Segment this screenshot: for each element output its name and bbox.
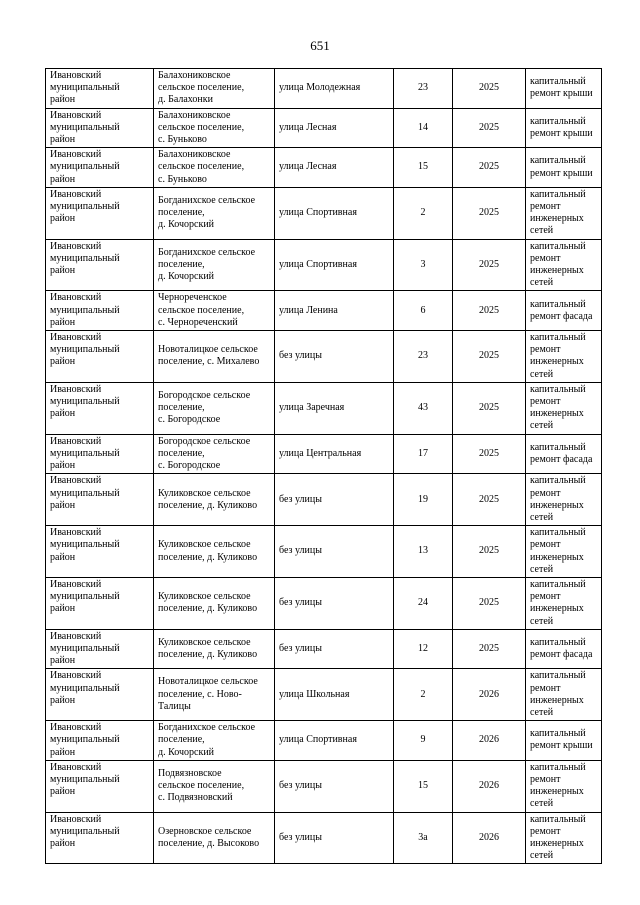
work-type-cell: [526, 669, 602, 721]
district-cell: [46, 526, 154, 578]
work-type-cell: [526, 331, 602, 383]
district-cell-line: муниципальный: [50, 161, 120, 173]
work-type-cell-line: инженерных: [530, 265, 584, 277]
settlement-cell-line: Чернореченское: [158, 292, 227, 304]
street-cell: улица Спортивная: [275, 187, 394, 239]
street-cell: улица Ленина: [275, 291, 394, 331]
table-row: [46, 760, 602, 812]
district-cell: [46, 721, 154, 761]
work-type-cell-line: капитальный: [530, 240, 586, 252]
settlement-cell-line: поселение,: [158, 258, 205, 270]
district-cell-line: район: [50, 408, 76, 420]
work-type-cell-line: ремонт крыши: [530, 740, 593, 752]
street-cell: улица Центральная: [275, 434, 394, 474]
district-cell-line: муниципальный: [50, 591, 120, 603]
district-cell-line: муниципальный: [50, 396, 120, 408]
work-type-cell-line: ремонт фасада: [530, 649, 593, 661]
district-cell-line: муниципальный: [50, 447, 120, 459]
work-type-cell: [526, 760, 602, 812]
work-type-cell-line: ремонт: [530, 539, 561, 551]
settlement-cell-line: Куликовское сельское: [158, 539, 251, 551]
district-cell-line: Ивановский: [50, 70, 102, 81]
settlement-cell: [154, 148, 275, 188]
settlement-cell: [154, 434, 275, 474]
street-cell: улица Молодежная: [275, 69, 394, 109]
district-cell-line: муниципальный: [50, 642, 120, 654]
year-cell: 2025: [453, 526, 526, 578]
table-row: [46, 148, 602, 188]
district-cell-line: муниципальный: [50, 121, 120, 133]
work-type-cell-line: капитальный: [530, 636, 586, 648]
year-cell: 2025: [453, 434, 526, 474]
street-cell: без улицы: [275, 760, 394, 812]
work-type-cell-line: ремонт: [530, 487, 561, 499]
district-cell-line: район: [50, 265, 76, 277]
year-cell: 2025: [453, 474, 526, 526]
settlement-cell: [154, 187, 275, 239]
work-type-cell-line: ремонт: [530, 344, 561, 356]
year-cell: 2025: [453, 331, 526, 383]
settlement-cell: [154, 812, 275, 864]
district-cell: [46, 69, 154, 109]
table-row: [46, 69, 602, 109]
house-number-cell: 12: [394, 629, 453, 669]
district-cell-line: район: [50, 134, 76, 146]
table-row: [46, 187, 602, 239]
district-cell-line: муниципальный: [50, 487, 120, 499]
work-type-cell-line: сетей: [530, 277, 554, 289]
year-cell: 2025: [453, 187, 526, 239]
house-number-cell: 23: [394, 331, 453, 383]
work-type-cell: [526, 382, 602, 434]
district-cell-line: район: [50, 551, 76, 563]
district-cell-line: район: [50, 356, 76, 368]
work-type-cell-line: инженерных: [530, 499, 584, 511]
street-cell: без улицы: [275, 331, 394, 383]
settlement-cell: [154, 577, 275, 629]
table-body: [46, 69, 602, 864]
settlement-cell-line: Новоталицкое сельское: [158, 676, 258, 688]
table-row: [46, 108, 602, 148]
settlement-cell-line: с. Чернореченский: [158, 316, 238, 328]
year-cell: 2025: [453, 108, 526, 148]
district-cell-line: Ивановский: [50, 240, 102, 252]
district-cell-line: муниципальный: [50, 682, 120, 694]
year-cell: 2026: [453, 760, 526, 812]
district-cell: [46, 382, 154, 434]
district-cell-line: муниципальный: [50, 773, 120, 785]
work-type-cell-line: инженерных: [530, 603, 584, 615]
work-type-cell: [526, 291, 602, 331]
district-cell-line: Ивановский: [50, 578, 102, 590]
street-cell: улица Лесная: [275, 108, 394, 148]
work-type-cell-line: инженерных: [530, 551, 584, 563]
house-number-cell: 19: [394, 474, 453, 526]
work-type-cell-line: сетей: [530, 368, 554, 380]
district-cell-line: район: [50, 460, 76, 472]
year-cell: 2025: [453, 577, 526, 629]
table-row: [46, 577, 602, 629]
work-type-cell-line: капитальный: [530, 578, 586, 590]
settlement-cell-line: Богданихское сельское: [158, 722, 256, 734]
district-cell: [46, 148, 154, 188]
table-row: [46, 812, 602, 864]
settlement-cell-line: Подвязновское: [158, 767, 222, 779]
settlement-cell-line: поселение,: [158, 447, 205, 459]
work-type-cell-line: ремонт: [530, 773, 561, 785]
work-type-cell-line: капитальный: [530, 728, 586, 740]
work-type-cell: [526, 187, 602, 239]
work-type-cell-line: капитальный: [530, 332, 586, 344]
year-cell: 2025: [453, 69, 526, 109]
work-type-cell-line: ремонт крыши: [530, 88, 593, 100]
settlement-cell: [154, 382, 275, 434]
settlement-cell: [154, 291, 275, 331]
house-number-cell: 2: [394, 187, 453, 239]
settlement-cell-line: с. Богородское: [158, 460, 221, 472]
district-cell-line: район: [50, 786, 76, 798]
settlement-cell-line: д. Балахонки: [158, 94, 213, 106]
work-type-cell: [526, 108, 602, 148]
district-cell-line: район: [50, 694, 76, 706]
district-cell-line: муниципальный: [50, 304, 120, 316]
year-cell: 2025: [453, 291, 526, 331]
district-cell-line: Ивановский: [50, 292, 102, 304]
settlement-cell-line: Балахониковское: [158, 70, 231, 81]
work-type-cell-line: сетей: [530, 511, 554, 523]
settlement-cell-line: с. Буньково: [158, 173, 207, 185]
settlement-cell: [154, 760, 275, 812]
settlement-cell-line: сельское поселение,: [158, 304, 245, 316]
settlement-cell-line: Богородское сельское: [158, 435, 251, 447]
district-cell-line: Ивановский: [50, 332, 102, 344]
district-cell-line: район: [50, 173, 76, 185]
house-number-cell: 23: [394, 69, 453, 109]
house-number-cell: 9: [394, 721, 453, 761]
settlement-cell-line: поселение, д. Куликово: [158, 551, 258, 563]
year-cell: 2026: [453, 721, 526, 761]
housing-repair-table: [45, 68, 602, 864]
work-type-cell-line: инженерных: [530, 786, 584, 798]
district-cell: [46, 760, 154, 812]
year-cell: 2026: [453, 812, 526, 864]
house-number-cell: 24: [394, 577, 453, 629]
work-type-cell-line: ремонт крыши: [530, 127, 593, 139]
work-type-cell-line: сетей: [530, 563, 554, 575]
settlement-cell-line: д. Кочорский: [158, 271, 215, 283]
table-row: [46, 239, 602, 291]
district-cell-line: район: [50, 746, 76, 758]
table-row: [46, 434, 602, 474]
district-cell: [46, 812, 154, 864]
house-number-cell: 17: [394, 434, 453, 474]
work-type-cell-line: инженерных: [530, 408, 584, 420]
work-type-cell-line: ремонт фасада: [530, 453, 593, 465]
work-type-cell-line: сетей: [530, 850, 554, 862]
district-cell-line: Ивановский: [50, 630, 102, 642]
work-type-cell-line: ремонт: [530, 396, 561, 408]
settlement-cell: [154, 526, 275, 578]
district-cell: [46, 291, 154, 331]
work-type-cell: [526, 474, 602, 526]
settlement-cell-line: с. Буньково: [158, 134, 207, 146]
settlement-cell-line: д. Кочорский: [158, 219, 215, 231]
street-cell: улица Спортивная: [275, 239, 394, 291]
settlement-cell-line: Куликовское сельское: [158, 487, 251, 499]
work-type-cell-line: капитальный: [530, 527, 586, 539]
district-cell-line: Ивановский: [50, 475, 102, 487]
settlement-cell-line: Балахониковское: [158, 109, 231, 121]
district-cell-line: Ивановский: [50, 722, 102, 734]
settlement-cell: [154, 474, 275, 526]
settlement-cell-line: поселение, д. Высоково: [158, 837, 260, 849]
page-number: 651: [310, 38, 330, 53]
settlement-cell: [154, 331, 275, 383]
work-type-cell-line: капитальный: [530, 188, 586, 200]
district-cell-line: Ивановский: [50, 383, 102, 395]
year-cell: 2025: [453, 148, 526, 188]
district-cell: [46, 669, 154, 721]
district-cell: [46, 331, 154, 383]
district-cell-line: район: [50, 603, 76, 615]
work-type-cell: [526, 577, 602, 629]
work-type-cell: [526, 148, 602, 188]
settlement-cell-line: Куликовское сельское: [158, 591, 251, 603]
year-cell: 2025: [453, 629, 526, 669]
district-cell-line: Ивановский: [50, 149, 102, 161]
work-type-cell: [526, 239, 602, 291]
street-cell: улица Школьная: [275, 669, 394, 721]
house-number-cell: 13: [394, 526, 453, 578]
settlement-cell-line: поселение,: [158, 734, 205, 746]
settlement-cell-line: Балахониковское: [158, 149, 231, 161]
settlement-cell-line: поселение, д. Куликово: [158, 499, 258, 511]
work-type-cell-line: капитальный: [530, 761, 586, 773]
work-type-cell-line: сетей: [530, 798, 554, 810]
district-cell-line: муниципальный: [50, 344, 120, 356]
settlement-cell-line: поселение, с. Ново-: [158, 688, 242, 700]
settlement-cell-line: сельское поселение,: [158, 161, 245, 173]
house-number-cell: 15: [394, 760, 453, 812]
street-cell: без улицы: [275, 629, 394, 669]
settlement-cell-line: поселение, д. Куликово: [158, 603, 258, 615]
district-cell-line: район: [50, 655, 76, 667]
work-type-cell-line: инженерных: [530, 837, 584, 849]
street-cell: без улицы: [275, 812, 394, 864]
work-type-cell-line: капитальный: [530, 115, 586, 127]
settlement-cell-line: Новоталицкое сельское: [158, 344, 258, 356]
district-cell-line: район: [50, 94, 76, 106]
street-cell: улица Заречная: [275, 382, 394, 434]
settlement-cell-line: Богородское сельское: [158, 389, 251, 401]
house-number-cell: 14: [394, 108, 453, 148]
street-cell: улица Лесная: [275, 148, 394, 188]
work-type-cell-line: ремонт фасада: [530, 310, 593, 322]
district-cell-line: Ивановский: [50, 527, 102, 539]
street-cell: без улицы: [275, 526, 394, 578]
settlement-cell: [154, 108, 275, 148]
work-type-cell-line: капитальный: [530, 670, 586, 682]
work-type-cell-line: капитальный: [530, 383, 586, 395]
house-number-cell: 3а: [394, 812, 453, 864]
settlement-cell-line: Богданихское сельское: [158, 194, 256, 206]
settlement-cell-line: Куликовское сельское: [158, 636, 251, 648]
work-type-cell-line: ремонт: [530, 682, 561, 694]
work-type-cell-line: инженерных: [530, 694, 584, 706]
district-cell-line: район: [50, 499, 76, 511]
house-number-cell: 2: [394, 669, 453, 721]
work-type-cell-line: капитальный: [530, 475, 586, 487]
settlement-cell-line: поселение,: [158, 402, 205, 414]
year-cell: 2026: [453, 669, 526, 721]
work-type-cell: [526, 721, 602, 761]
settlement-cell: [154, 721, 275, 761]
house-number-cell: 43: [394, 382, 453, 434]
work-type-cell-line: капитальный: [530, 298, 586, 310]
work-type-cell-line: сетей: [530, 615, 554, 627]
table-row: [46, 629, 602, 669]
street-cell: улица Спортивная: [275, 721, 394, 761]
district-cell: [46, 239, 154, 291]
district-cell: [46, 187, 154, 239]
district-cell-line: муниципальный: [50, 825, 120, 837]
year-cell: 2025: [453, 382, 526, 434]
district-cell-line: муниципальный: [50, 252, 120, 264]
table-row: [46, 526, 602, 578]
district-cell-line: Ивановский: [50, 109, 102, 121]
work-type-cell-line: капитальный: [530, 76, 586, 88]
settlement-cell: [154, 669, 275, 721]
district-cell-line: муниципальный: [50, 82, 120, 94]
work-type-cell-line: инженерных: [530, 213, 584, 225]
work-type-cell-line: ремонт: [530, 591, 561, 603]
district-cell: [46, 434, 154, 474]
settlement-cell: [154, 629, 275, 669]
district-cell-line: Ивановский: [50, 761, 102, 773]
district-cell-line: Ивановский: [50, 435, 102, 447]
work-type-cell: [526, 812, 602, 864]
district-cell-line: район: [50, 316, 76, 328]
work-type-cell-line: ремонт: [530, 825, 561, 837]
work-type-cell-line: капитальный: [530, 441, 586, 453]
district-cell-line: район: [50, 213, 76, 225]
district-cell-line: Ивановский: [50, 188, 102, 200]
district-cell-line: муниципальный: [50, 201, 120, 213]
work-type-cell-line: сетей: [530, 706, 554, 718]
settlement-cell-line: сельское поселение,: [158, 82, 245, 94]
district-cell: [46, 474, 154, 526]
house-number-cell: 3: [394, 239, 453, 291]
settlement-cell-line: с. Подвязновский: [158, 792, 233, 804]
work-type-cell-line: ремонт крыши: [530, 167, 593, 179]
table-row: [46, 331, 602, 383]
settlement-cell-line: Озерновское сельское: [158, 825, 252, 837]
work-type-cell: [526, 629, 602, 669]
house-number-cell: 15: [394, 148, 453, 188]
settlement-cell-line: с. Богородское: [158, 414, 221, 426]
work-type-cell-line: сетей: [530, 225, 554, 237]
table-row: [46, 474, 602, 526]
district-cell-line: район: [50, 837, 76, 849]
settlement-cell-line: поселение,: [158, 207, 205, 219]
district-cell-line: Ивановский: [50, 813, 102, 825]
table-row: [46, 291, 602, 331]
settlement-cell-line: сельское поселение,: [158, 780, 245, 792]
district-cell-line: муниципальный: [50, 734, 120, 746]
settlement-cell-line: поселение, с. Михалево: [158, 356, 260, 368]
table-row: [46, 669, 602, 721]
settlement-cell-line: д. Кочорский: [158, 746, 215, 758]
street-cell: без улицы: [275, 577, 394, 629]
district-cell: [46, 629, 154, 669]
work-type-cell-line: ремонт: [530, 252, 561, 264]
work-type-cell: [526, 434, 602, 474]
district-cell: [46, 577, 154, 629]
settlement-cell-line: поселение, д. Куликово: [158, 649, 258, 661]
table-row: [46, 382, 602, 434]
settlement-cell: [154, 239, 275, 291]
work-type-cell-line: инженерных: [530, 356, 584, 368]
settlement-cell-line: сельское поселение,: [158, 121, 245, 133]
work-type-cell-line: сетей: [530, 420, 554, 432]
work-type-cell-line: капитальный: [530, 813, 586, 825]
house-number-cell: 6: [394, 291, 453, 331]
district-cell-line: Ивановский: [50, 670, 102, 682]
street-cell: без улицы: [275, 474, 394, 526]
year-cell: 2025: [453, 239, 526, 291]
work-type-cell: [526, 69, 602, 109]
work-type-cell-line: ремонт: [530, 201, 561, 213]
work-type-cell: [526, 526, 602, 578]
district-cell: [46, 108, 154, 148]
table-row: [46, 721, 602, 761]
settlement-cell: [154, 69, 275, 109]
district-cell-line: муниципальный: [50, 539, 120, 551]
settlement-cell-line: Талицы: [158, 700, 191, 712]
settlement-cell-line: Богданихское сельское: [158, 246, 256, 258]
work-type-cell-line: капитальный: [530, 155, 586, 167]
